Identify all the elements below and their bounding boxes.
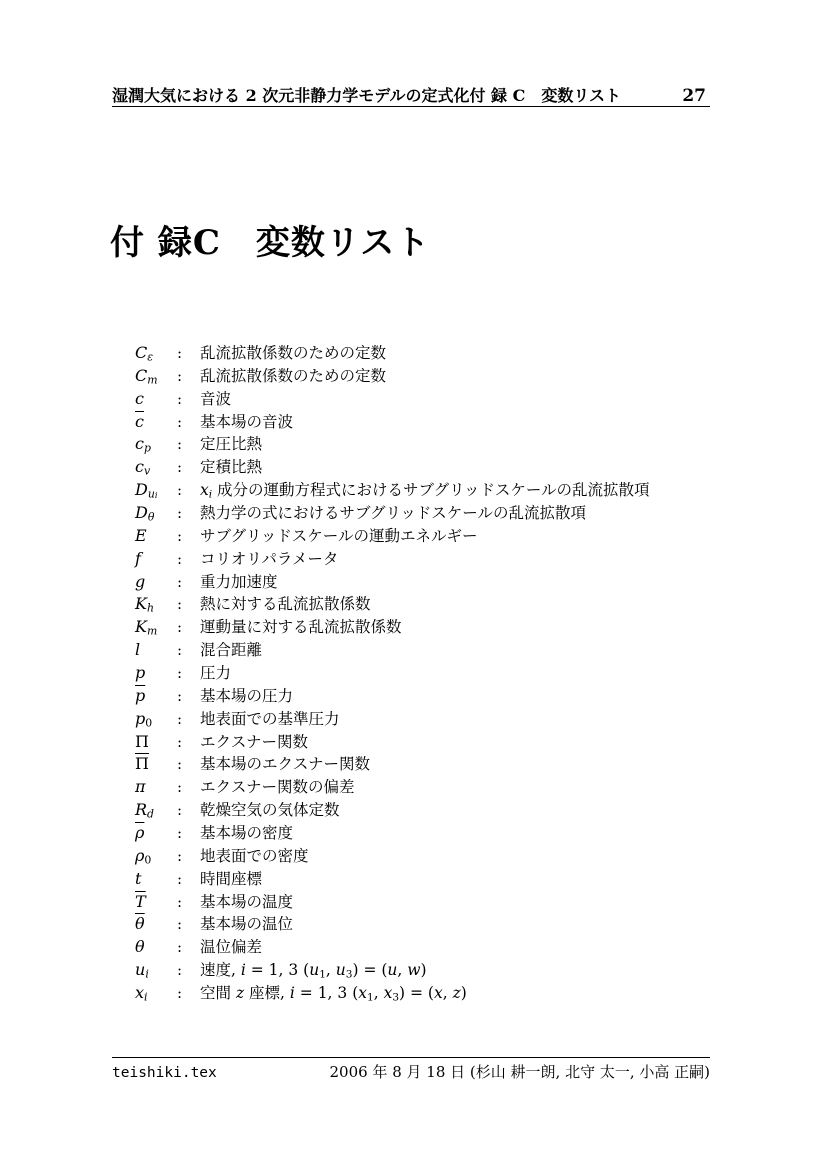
colon-separator: : [177,755,183,774]
variable-description: 空間 z 座標, i = 1, 3 (x1, x3) = (x, z) [200,984,467,1004]
variable-symbol: $\overline{T}$ [135,891,146,911]
running-header [112,84,710,107]
variable-symbol: g [135,571,146,591]
variable-row [135,479,720,502]
colon-separator: : [177,915,183,934]
variable-symbol: cv [135,457,151,479]
variable-description: 基本場の温位 [200,915,294,934]
variable-row [135,799,720,822]
variable-symbol: l [135,640,141,660]
colon-separator: : [177,824,183,843]
variable-description: 熱に対する乱流拡散係数 [200,595,371,614]
variable-row [135,593,720,616]
variable-description: エクスナー関数の偏差 [200,778,355,797]
variable-description: 重力加速度 [200,572,278,591]
header-section-title: 付 録 C 変数リスト [469,86,622,105]
colon-separator: : [177,595,183,614]
variable-description: 乾燥空気の気体定数 [200,801,340,820]
appendix-title [110,215,430,264]
variable-description: 乱流拡散係数のための定数 [200,344,387,362]
variable-symbol: cp [135,434,151,456]
colon-separator: : [177,412,183,431]
variable-row [135,891,720,914]
variable-row [135,342,720,365]
variable-description: 温位偏差 [200,938,263,957]
variable-row [135,365,720,388]
variable-row [135,571,720,594]
colon-separator: : [177,344,183,362]
variable-symbol: θ [135,937,145,957]
variable-description: 定積比熱 [200,458,263,477]
variable-symbol: E [135,525,147,545]
variable-symbol: c [135,388,144,408]
variable-description: サブグリッドスケールの運動エネルギー [200,526,478,545]
variable-symbol: $\overline{c}$ [135,411,144,431]
variable-description: 定圧比熱 [200,435,263,454]
variable-description: 音波 [200,389,232,408]
variable-row [135,822,720,845]
colon-separator: : [177,801,183,820]
colon-separator: : [177,504,183,523]
footer [112,1057,710,1082]
variable-row [135,913,720,936]
variable-row [135,616,720,639]
colon-separator: : [177,664,183,683]
variable-description: 地表面での密度 [200,846,309,865]
footer-date: 2006 年 8 月 18 日 (杉山 耕一朗, 北守 太一, 小高 正嗣) [329,1063,710,1081]
colon-separator: : [177,778,183,797]
variable-description: 混合距離 [200,641,263,660]
variable-symbol: $\overline{\theta}$ [135,914,145,934]
variable-description: 乱流拡散係数のための定数 [200,366,387,385]
variable-symbol: t [135,868,142,888]
colon-separator: : [177,641,183,660]
colon-separator: : [177,938,183,957]
variable-symbol: f [135,548,141,568]
variable-symbol: xi [135,983,148,1004]
colon-separator: : [177,892,183,911]
colon-separator: : [177,686,183,705]
variable-description: 基本場の温度 [200,892,294,911]
colon-separator: : [177,572,183,591]
variable-description: エクスナー関数 [200,732,309,751]
variable-description: xi 成分の運動方程式におけるサブグリッドスケールの乱流拡散項 [200,481,650,501]
variable-symbol: Kh [135,594,154,616]
variable-description: 圧力 [200,664,232,683]
variable-symbol: ρ0 [135,845,152,867]
colon-separator: : [177,846,183,865]
variable-symbol: π [135,777,146,797]
variable-symbol: Cε [135,343,154,364]
variable-row [135,708,720,731]
colon-separator: : [177,709,183,728]
variable-row [135,959,720,982]
variable-symbol: p [135,663,146,683]
variable-row [135,639,720,662]
variable-description: 速度, i = 1, 3 (u1, u3) = (u, w) [200,961,427,981]
variable-symbol: Km [135,617,158,639]
variable-row [135,456,720,479]
variable-row [135,776,720,799]
variable-description: 時間座標 [200,869,263,888]
variable-description: 運動量に対する乱流拡散係数 [200,618,402,637]
variable-row [135,685,720,708]
variable-row [135,845,720,868]
footer-filename: teishiki.tex [112,1065,217,1081]
variable-description: コリオリパラメータ [200,549,339,568]
variable-row [135,936,720,959]
colon-separator: : [177,481,183,500]
colon-separator: : [177,526,183,545]
variable-list [135,342,720,1005]
variable-symbol: Π [135,731,149,751]
colon-separator: : [177,984,183,1003]
colon-separator: : [177,961,183,980]
variable-description: 基本場の圧力 [200,686,294,705]
colon-separator: : [177,366,183,385]
variable-symbol: p0 [135,708,153,730]
variable-description: 熱力学の式におけるサブグリッドスケールの乱流拡散項 [200,504,586,523]
variable-symbol: $\overline{p}$ [135,685,146,705]
variable-row [135,388,720,411]
variable-description: 基本場の密度 [200,824,294,843]
variable-row [135,433,720,456]
variable-symbol: ui [135,960,149,981]
variable-row [135,753,720,776]
appendix-title-text: 付 録C 変数リスト [110,223,431,263]
variable-symbol: Rd [135,800,155,821]
colon-separator: : [177,732,183,751]
colon-separator: : [177,549,183,568]
variable-symbol: $\overline{\Pi}$ [135,754,149,774]
variable-description: 基本場の音波 [200,412,294,431]
variable-row [135,982,720,1005]
colon-separator: : [177,618,183,637]
variable-row [135,868,720,891]
colon-separator: : [177,435,183,454]
variable-symbol: $\overline{\rho}$ [135,823,145,843]
variable-symbol: Cm [135,365,158,387]
variable-description: 地表面での基準圧力 [200,709,340,728]
header-doc-title: 湿潤大気における 2 次元非静力学モデルの定式化 [112,86,470,105]
variable-row [135,662,720,685]
colon-separator: : [177,869,183,888]
variable-symbol: Dθ [135,503,155,524]
variable-description: 基本場のエクスナー関数 [200,755,371,774]
page-number: 27 [682,86,706,106]
variable-row [135,548,720,571]
variable-row [135,411,720,434]
colon-separator: : [177,389,183,408]
colon-separator: : [177,458,183,477]
variable-row [135,525,720,548]
variable-row [135,731,720,754]
variable-symbol: Dui [135,480,158,501]
